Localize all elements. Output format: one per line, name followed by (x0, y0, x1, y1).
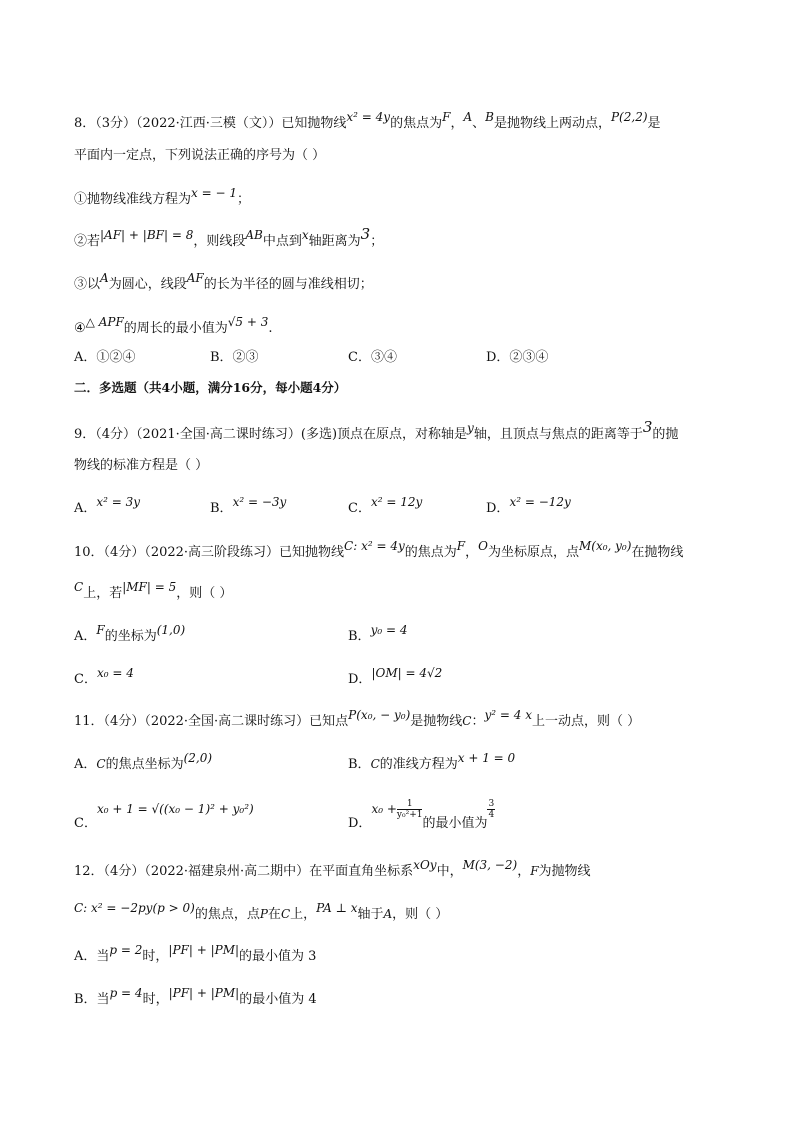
q12-option-a[interactable] (74, 945, 316, 964)
q9-option-c-eq: x² = 12y (370, 495, 423, 509)
q10-parabola-eq: C: x² = 4y (344, 539, 405, 553)
q10-F: F (456, 539, 466, 553)
q8-s3-AF: AF (186, 271, 204, 285)
q12-option-a-eq: |PF| + |PM| (168, 943, 240, 957)
q8-s2-end: ； (370, 234, 384, 249)
q12-stem-text: 上， (290, 907, 317, 922)
q8-stem-text: 是抛物线上两动点， (493, 116, 611, 131)
q12-option-b-p: p = 4 (109, 986, 143, 1000)
q11-P: P(x₀, − y₀) (348, 708, 411, 722)
q12-option-b[interactable] (74, 988, 317, 1007)
q10-stem-line2 (74, 582, 232, 601)
q12-option-a-p: p = 2 (109, 943, 143, 957)
q10-option-b[interactable] (348, 625, 407, 644)
q10-stem-text: ，则（ ） (176, 586, 233, 601)
q11-option-d-fraction (397, 799, 423, 820)
q11-option-c-label: C． (74, 816, 97, 831)
q12-xOy: xOy (413, 858, 437, 872)
q9-option-d-label: D． (486, 501, 510, 516)
q8-stem-line2: 平面内一定点，下列说法正确的序号为（ ） (74, 148, 326, 163)
q10-option-a-label: A． (74, 629, 97, 644)
q8-point-A: A (463, 110, 473, 124)
q8-focus-F: F (442, 110, 451, 124)
q9-option-c-label: C． (348, 501, 371, 516)
q12-F: F (530, 864, 539, 878)
q11-option-a[interactable] (74, 753, 212, 772)
q12-option-a-text: 时， (142, 949, 169, 964)
q12-stem-text: ，则（ ） (392, 907, 449, 922)
q11-option-d-min-den: 4 (488, 810, 495, 820)
q11-stem (74, 710, 640, 729)
q11-option-a-val: (2,0) (183, 751, 213, 765)
q8-option-c[interactable]: C．③④ (348, 350, 397, 365)
q9-option-c[interactable] (348, 497, 422, 516)
q11-stem-text: 上一动点，则（ ） (532, 714, 641, 729)
q9-option-b[interactable] (210, 497, 286, 516)
q12-option-a-text: 的最小值为 3 (239, 949, 317, 964)
q9-stem-line2: 物线的标准方程是（ ） (74, 458, 209, 473)
q8-s2-text: 中点到 (262, 234, 302, 249)
q10-C: C (74, 580, 84, 594)
q8-s4-text: 的周长的最小值为 (123, 321, 228, 336)
q8-option-a[interactable]: A．①②④ (74, 350, 136, 365)
q11-option-c[interactable] (74, 802, 254, 831)
q8-statement-3 (74, 273, 373, 292)
q8-statement-1 (74, 188, 250, 207)
q11-option-d-eq: x₀ + (371, 802, 397, 816)
q8-s4-end: . (268, 321, 273, 336)
q10-M: M(x₀, y₀) (578, 539, 632, 553)
q9-option-d[interactable] (486, 497, 571, 516)
q10-stem-text: 10．（4分）（2022·高三阶段练习）已知抛物线 (74, 545, 345, 560)
q10-option-c-eq: x₀ = 4 (96, 666, 134, 680)
q11-stem-text: 11．（4分）（2022·全国·高二课时练习）已知点 (74, 714, 349, 729)
q8-stem-text: 是 (647, 116, 661, 131)
q11-stem-text: ： (471, 714, 485, 729)
q10-stem-text: 的焦点为 (404, 545, 457, 560)
q8-s2-text: 轴距离为 (308, 234, 361, 249)
q11-option-b-eq: x + 1 = 0 (457, 751, 516, 765)
q8-s4-triangle: △ APF (85, 315, 124, 329)
q12-stem-text: 在 (267, 907, 281, 922)
q12-option-a-text: A．当 (74, 949, 110, 964)
q12-A: A (383, 907, 393, 921)
q8-s2-eq: |AF| + |BF| = 8 (100, 228, 194, 242)
q8-statement-4 (74, 317, 273, 336)
q9-stem-text: 9．（4分）（2021·全国·高二课时练习）(多选)顶点在原点，对称轴是 (74, 427, 468, 442)
q8-sep: 、 (472, 116, 486, 131)
q8-s2-3: 3 (360, 225, 371, 243)
q8-stem-line1 (74, 112, 661, 131)
q8-stem-text: 8．（3分）（2022·江西·三模（文））已知抛物线 (74, 116, 347, 131)
q12-parabola-eq: C: x² = −2py(p > 0) (74, 901, 195, 915)
section-heading: 二．多选题（共4小题，满分16分，每小题4分） (74, 380, 347, 395)
q8-s2-text: ，则线段 (193, 234, 246, 249)
q8-point-B: B (485, 110, 494, 124)
q10-option-d[interactable] (348, 668, 442, 687)
q9-option-d-eq: x² = −12y (509, 495, 571, 509)
q8-sep: ， (450, 116, 464, 131)
q8-s3-text: 的长为半径的圆与准线相切； (203, 277, 373, 292)
q11-option-b-C: C (370, 757, 380, 771)
q12-stem-text: 的焦点，点 (194, 907, 260, 922)
q12-option-b-text: B．当 (74, 992, 110, 1007)
q11-option-d-den: y₀²+1 (396, 810, 423, 820)
q8-s4-eq: √5 + 3 (227, 315, 269, 329)
q9-stem-line1 (74, 418, 679, 442)
q10-stem-text: 上，若 (83, 586, 123, 601)
q10-option-a[interactable] (74, 625, 185, 644)
q10-option-b-eq: y₀ = 4 (370, 623, 408, 637)
q8-s2-x: x (301, 228, 309, 242)
q12-stem-text: 为抛物线 (538, 864, 591, 879)
q9-stem-text: 轴，且顶点与焦点的距离等于 (473, 427, 643, 442)
q12-M: M(3, −2) (462, 858, 518, 872)
q10-option-c[interactable] (74, 668, 134, 687)
q11-option-a-C: C (96, 757, 106, 771)
q8-point-P: P(2,2) (610, 110, 648, 124)
q11-option-d-label: D． (348, 816, 372, 831)
q12-option-b-text: 时， (142, 992, 169, 1007)
q12-stem-text: ， (517, 864, 531, 879)
q10-option-d-label: D． (348, 672, 372, 687)
q11-option-d[interactable] (348, 799, 495, 834)
q12-stem-text: 中， (436, 864, 463, 879)
q8-s2-AB: AB (245, 228, 263, 242)
q8-s2-text: ②若 (74, 234, 101, 249)
q11-C: C (462, 714, 472, 728)
q9-option-b-label: B． (210, 501, 233, 516)
q11-option-c-eq: x₀ + 1 = √((x₀ − 1)² + y₀²) (96, 802, 254, 816)
q10-stem-line1 (74, 541, 683, 560)
q11-option-d-min-fraction (487, 799, 495, 820)
q10-option-a-F: F (96, 623, 105, 637)
q10-option-b-label: B． (348, 629, 371, 644)
q11-option-a-label: A． (74, 757, 97, 772)
q8-s3-text: 为圆心，线段 (108, 277, 187, 292)
q12-option-b-text: 的最小值为 4 (239, 992, 317, 1007)
q9-option-a-eq: x² = 3y (96, 495, 141, 509)
q10-stem-text: 在抛物线 (631, 545, 684, 560)
q11-option-b-text: 的准线方程为 (379, 757, 458, 772)
q11-option-d-min-num: 3 (488, 799, 495, 809)
q12-C: C (280, 907, 291, 921)
q11-option-b-label: B． (348, 757, 371, 772)
q9-y: y (467, 421, 474, 435)
q8-option-b[interactable]: B．②③ (210, 350, 259, 365)
q8-s1-text: ①抛物线准线方程为 (74, 192, 192, 207)
q10-O: O (478, 539, 488, 553)
q10-option-a-text: 的坐标为 (104, 629, 157, 644)
q8-s3-A: A (100, 271, 109, 285)
q8-option-d[interactable]: D．②③④ (486, 350, 549, 365)
q9-option-a[interactable] (74, 497, 140, 516)
q11-parabola-eq: y² = 4 x (484, 708, 532, 722)
q9-stem-text: 的抛 (652, 427, 679, 442)
q8-statement-2 (74, 225, 384, 249)
q12-option-b-eq: |PF| + |PM| (168, 986, 240, 1000)
q11-option-b[interactable] (348, 753, 515, 772)
q10-sep: ， (465, 545, 479, 560)
q12-stem-text: 12．（4分）（2022·福建泉州·高二期中）在平面直角坐标系 (74, 864, 414, 879)
q12-stem-line1 (74, 860, 591, 879)
q11-stem-text: 是抛物线 (410, 714, 463, 729)
q12-PA: PA ⊥ x (316, 901, 358, 915)
q10-option-d-eq: |OM| = 4√2 (371, 666, 443, 680)
q12-stem-line2 (74, 903, 448, 922)
q11-option-d-text: 的最小值为 (422, 816, 488, 831)
q10-stem-text: 为坐标原点，点 (487, 545, 579, 560)
q10-option-c-label: C． (74, 672, 97, 687)
q11-option-a-text: 的焦点坐标为 (105, 757, 184, 772)
q12-P: P (259, 907, 268, 921)
q9-three: 3 (642, 418, 653, 436)
q8-stem-text: 的焦点为 (390, 116, 443, 131)
q10-MF: |MF| = 5 (122, 580, 177, 594)
q9-option-a-label: A． (74, 501, 97, 516)
q10-option-a-val: (1,0) (156, 623, 186, 637)
q9-option-b-eq: x² = −3y (232, 495, 287, 509)
q8-s1-eq: x = − 1 (191, 186, 237, 200)
q12-stem-text: 轴于 (357, 907, 384, 922)
q8-s1-end: ； (236, 192, 250, 207)
q8-s4-text: ④ (74, 321, 86, 336)
q8-parabola-eq: x² = 4y (346, 110, 391, 124)
q8-s3-text: ③以 (74, 277, 101, 292)
q11-option-d-num: 1 (397, 799, 423, 810)
